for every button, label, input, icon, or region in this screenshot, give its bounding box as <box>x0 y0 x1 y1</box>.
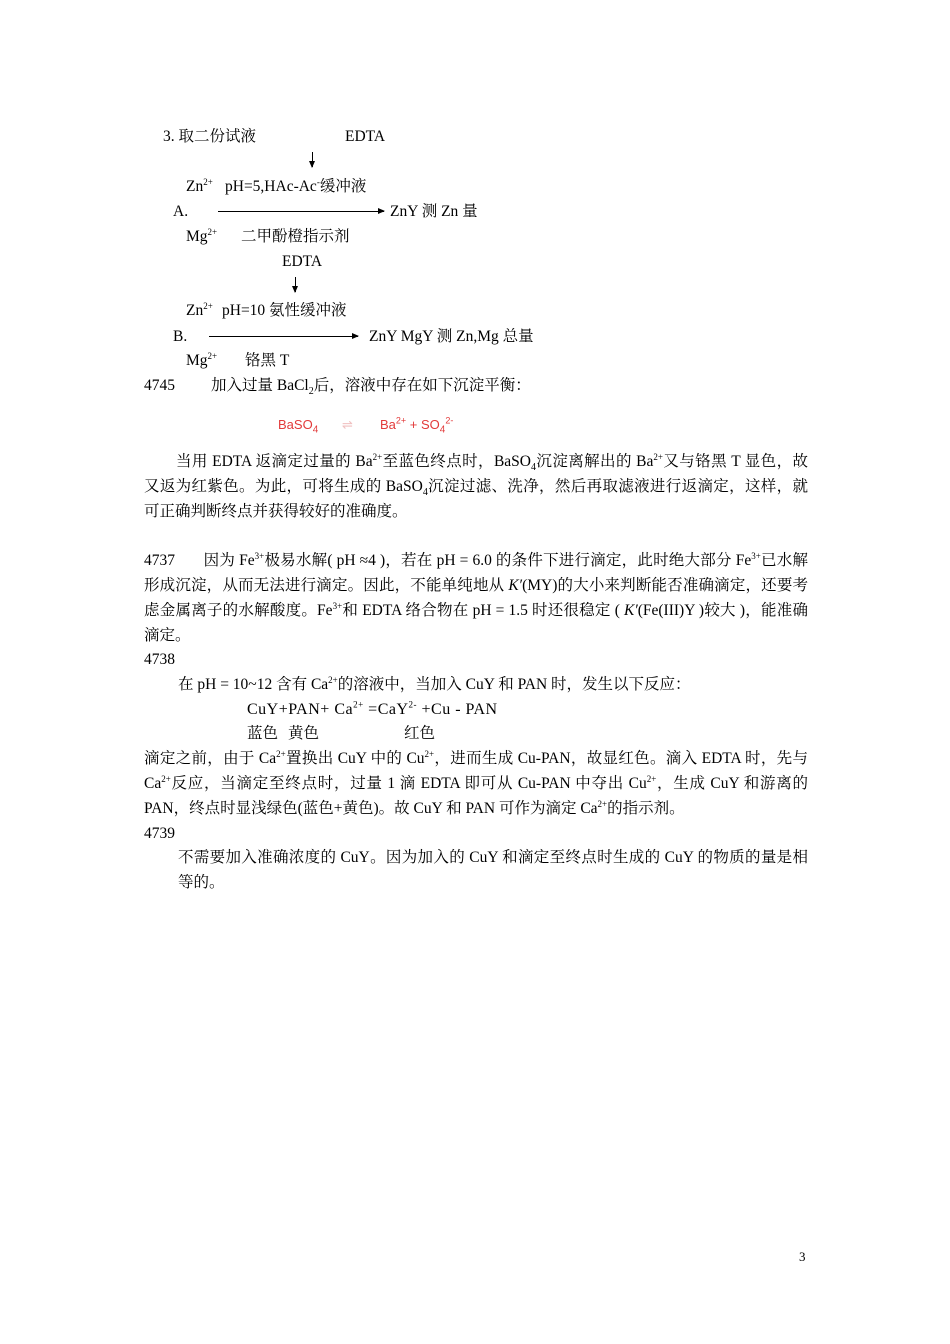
down-arrow-a <box>312 152 313 167</box>
paragraph-4739: 不需要加入准确浓度的 CuY。因为加入的 CuY 和滴定至终点时生成的 CuY 的物质的量是相等的。 <box>178 849 808 891</box>
color-yellow: 黄色 <box>288 725 320 742</box>
paragraph-4745: 当用 EDTA 返滴定过量的 $Ba^{2+}$至蓝色终点时，BaSO$_4$沉淀离解出的 $Ba^{2+}$又与铬黑 T 显色，故又返为红紫色。为此，可将生成的 BaSO$_4$沉淀过滤、洗净，然后再取滤液进行返滴定，这样，就可正确判断终点并获得较好的准确度。 <box>144 451 808 520</box>
equilibrium-right: $Ba^{2+} + SO_4^{2-}$ <box>380 415 454 436</box>
page-number: 3 <box>799 1249 806 1264</box>
mg-ion-a: $Mg^{2+}$ <box>186 226 218 245</box>
color-red: 红色 <box>404 725 436 742</box>
equilibrium-arrow-icon: ⇌ <box>342 417 353 432</box>
edta-label-a: EDTA <box>345 128 386 145</box>
indicator-b: 铬黑 T <box>245 352 290 369</box>
question-number-4738: 4738 <box>144 651 175 668</box>
question-number-4739: 4739 <box>144 825 175 842</box>
scheme-label-a: A. <box>173 203 189 220</box>
color-blue: 蓝色 <box>247 725 279 742</box>
section-title: 3. 取二份试液 <box>163 128 257 145</box>
result-b: ZnY MgY 测 Zn,Mg 总量 <box>369 328 534 345</box>
edta-label-b: EDTA <box>282 253 323 270</box>
paragraph-4737: 4737 因为 $Fe^{3+}$极易水解( pH ≈4 )，若在 pH = 6.0 的条件下进行滴定，此时绝大部分 $Fe^{3+}$已水解形成沉淀，从而无法进行滴定。因此，不能单纯地从 K′(MY)的大小来判断能否准确滴定，还要考虑金属离子的水解酸度。$Fe^{3+}$和 EDTA 络合物在 pH = 1.5 时还很稳定 ( K′(Fe(III)Y )较大 )，能准确滴定。 <box>144 550 808 644</box>
mg-ion-b: $Mg^{2+}$ <box>186 350 218 369</box>
buffer-a: pH=5,HAc-Ac-缓冲液 <box>225 176 367 195</box>
result-a: ZnY 测 Zn 量 <box>390 203 478 220</box>
intro-4738: 在 pH = 10~12 含有 $Ca^{2+}$的溶液中，当加入 CuY 和 PAN 时，发生以下反应： <box>178 674 691 693</box>
zn-ion-b: $Zn^{2+}$ <box>186 300 213 319</box>
indicator-a: 二甲酚橙指示剂 <box>241 228 350 245</box>
reaction-equation: $CuY+PAN+ Ca^{2+} =CaY^{2-} +Cu$ - PAN <box>247 699 498 718</box>
scheme-label-b: B. <box>173 328 188 345</box>
buffer-b: pH=10 氨性缓冲液 <box>222 302 347 319</box>
paragraph-4738: 滴定之前，由于 $Ca^{2+}$置换出 CuY 中的 $Cu^{2+}$，进而生成 Cu-PAN，故显红色。滴入 EDTA 时，先与 $Ca^{2+}$反应，当滴定至终点时，过量 1 滴 EDTA 即可从 Cu-PAN 中夺出 $Cu^{2+}$，生成 CuY 和游离的 PAN，终点时显浅绿色(蓝色+黄色)。故 CuY 和 PAN 可作为滴定 $Ca^{2+}$的指示剂。 <box>144 748 808 817</box>
question-number-4745: 4745 <box>144 377 175 394</box>
intro-4745: 加入过量 BaCl$_2$后，溶液中存在如下沉淀平衡： <box>211 377 531 398</box>
zn-ion-a: $Zn^{2+}$ <box>186 176 213 195</box>
reaction-arrow-b <box>209 336 358 337</box>
reaction-arrow-a <box>218 211 384 212</box>
equilibrium-left: BaSO$_4$ <box>278 417 319 436</box>
down-arrow-b <box>295 277 296 292</box>
